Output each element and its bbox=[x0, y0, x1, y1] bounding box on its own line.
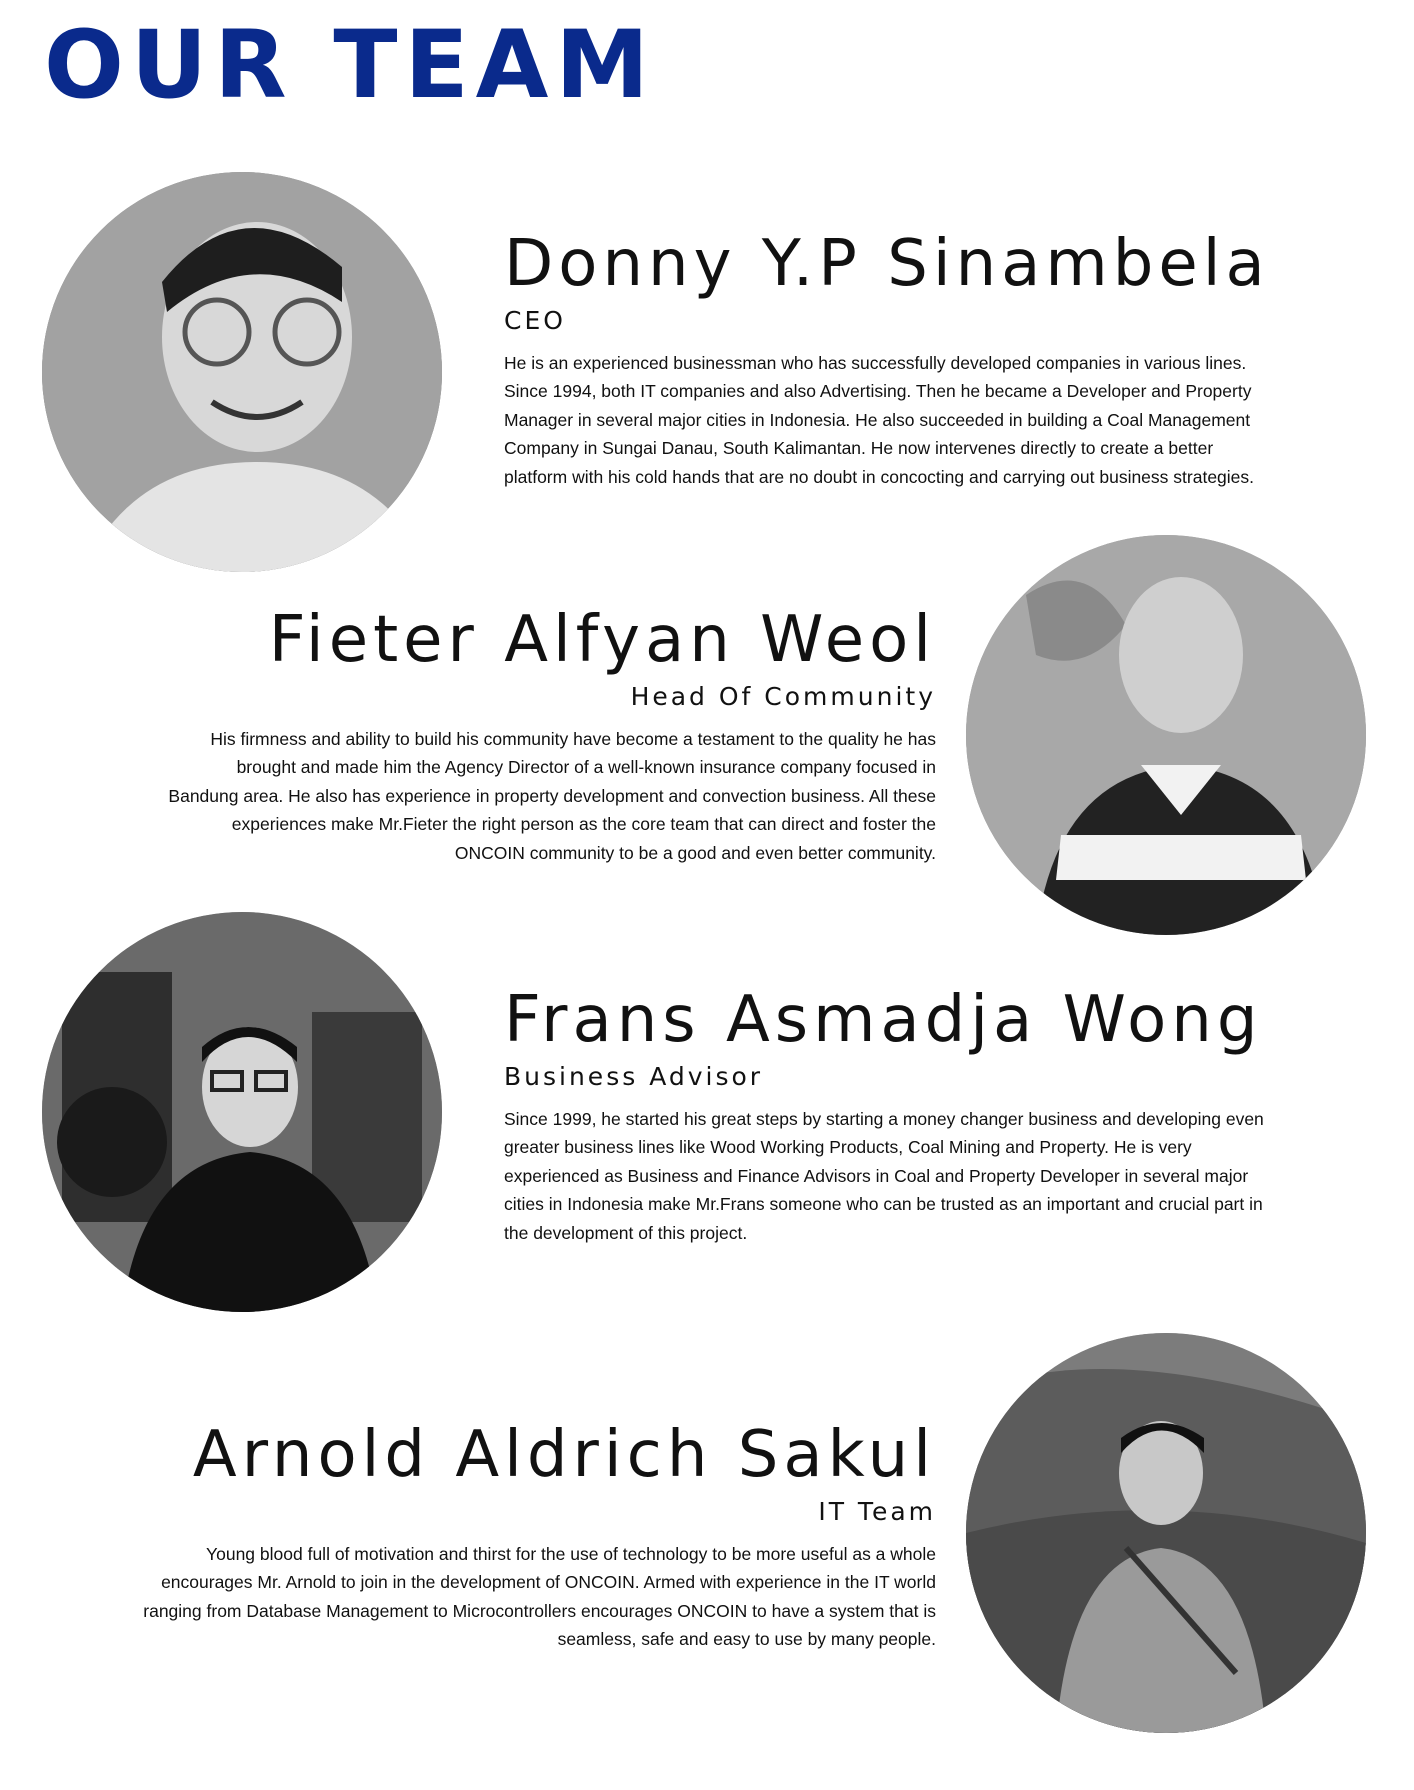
person-portrait-icon bbox=[42, 172, 442, 572]
member-role: IT Team bbox=[818, 1496, 936, 1526]
member-bio: He is an experienced businessman who has successfully developed companies in various lines. Since 1994, both IT companies and also Advertising. Then he became a Developer and Property Manager in several major cities in Indonesia. He also succeeded in building a Coal Management Company in Sungai Danau, South Kalimantan. He now intervenes directly to create a better platform with his cold hands that are no doubt in concocting and carrying out business strategies. bbox=[504, 352, 1255, 487]
member-photo bbox=[42, 912, 442, 1312]
member-info bbox=[166, 604, 936, 867]
member-photo bbox=[966, 1333, 1366, 1733]
person-portrait-icon bbox=[966, 1333, 1366, 1733]
person-portrait-icon bbox=[966, 535, 1366, 935]
page-title: OUR TEAM bbox=[44, 11, 656, 120]
member-info bbox=[504, 984, 1274, 1247]
member-info bbox=[136, 1419, 936, 1654]
member-name: Frans Asmadja Wong bbox=[504, 983, 1263, 1057]
member-role: Business Advisor bbox=[504, 1061, 764, 1091]
member-bio: Since 1999, he started his great steps by starting a money changer business and developing even greater business lines like Wood Working Products, Coal Mining and Property. He is very experienced as Business and Finance Advisors in Coal and Property Developer in several major cities in Indonesia make Mr.Frans someone who can be trusted as an important and crucial part in the development of this project. bbox=[504, 1108, 1264, 1243]
member-name: Arnold Aldrich Sakul bbox=[192, 1418, 936, 1492]
member-bio: His firmness and ability to build his community have become a testament to the quality he has brought and made him the Agency Director of a well-known insurance company focused in Bandung area. He also has experience in property development and convection business. All these experiences make Mr.Fieter the right person as the core team that can direct and foster the ONCOIN community to be a good and even better community. bbox=[168, 728, 936, 863]
member-name: Fieter Alfyan Weol bbox=[268, 603, 936, 677]
member-bio: Young blood full of motivation and thirst for the use of technology to be more useful as a whole encourages Mr. Arnold to join in the development of ONCOIN. Armed with experience in the IT world ranging from Database Management to Microcontrollers encourages ONCOIN to have a system that is seamless, safe and easy to use by many people. bbox=[143, 1543, 936, 1650]
member-role: Head Of Community bbox=[630, 681, 936, 711]
member-photo bbox=[966, 535, 1366, 935]
member-photo bbox=[42, 172, 442, 572]
person-portrait-icon bbox=[42, 912, 442, 1312]
member-info bbox=[504, 228, 1274, 491]
member-role: CEO bbox=[504, 305, 566, 335]
member-name: Donny Y.P Sinambela bbox=[504, 227, 1270, 301]
